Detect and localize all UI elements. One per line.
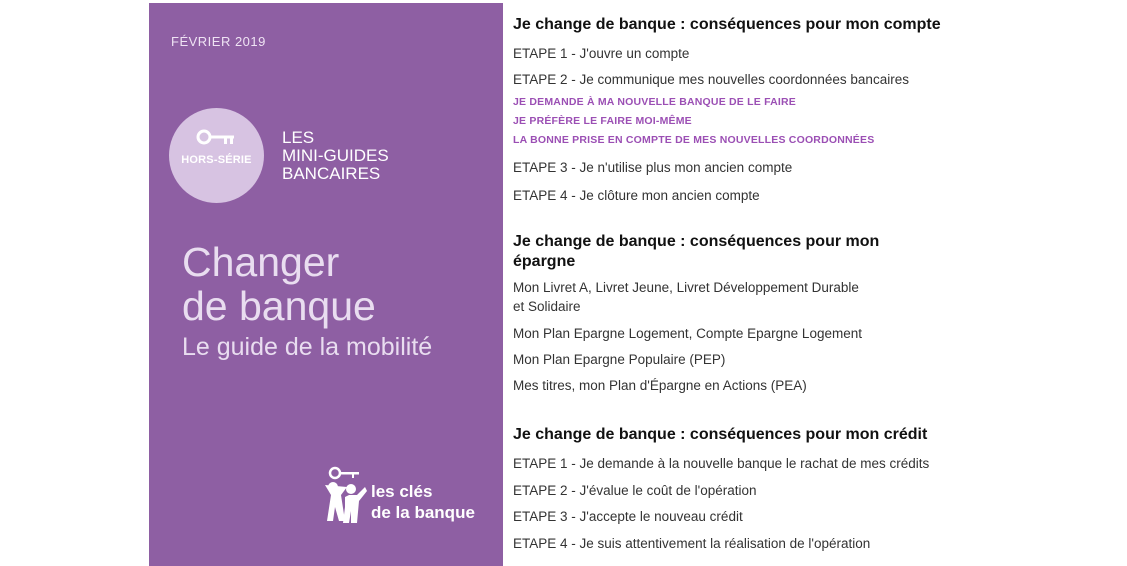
section-heading xyxy=(513,232,1113,272)
series-line: BANCAIRES xyxy=(282,164,381,183)
logo-wordmark xyxy=(371,481,475,523)
section-credit xyxy=(513,425,1113,551)
toc-subitem[interactable]: JE DEMANDE À MA NOUVELLE BANQUE DE LE FAIRE xyxy=(513,96,796,108)
section-heading: Je change de banque : conséquences pour mon compte xyxy=(513,16,941,33)
logo-line: les clés xyxy=(371,482,433,501)
title-line: de banque xyxy=(182,283,376,329)
toc-item[interactable]: ETAPE 3 - Je n'utilise plus mon ancien compte xyxy=(513,160,793,175)
toc-item[interactable]: Mes titres, mon Plan d'Épargne en Actions (PEA) xyxy=(513,378,807,393)
title-line: Changer xyxy=(182,239,340,285)
section-heading: Je change de banque : conséquences pour mon crédit xyxy=(513,426,928,443)
badge-label: HORS-SÉRIE xyxy=(181,154,252,166)
heading-line: épargne xyxy=(513,253,576,270)
series-title xyxy=(282,129,389,183)
toc-subitem[interactable]: LA BONNE PRISE EN COMPTE DE MES NOUVELLES COORDONNÉES xyxy=(513,134,875,146)
logo-line: de la banque xyxy=(371,503,475,522)
toc-item[interactable]: ETAPE 1 - Je demande à la nouvelle banque le rachat de mes crédits xyxy=(513,456,930,471)
toc-item[interactable]: ETAPE 3 - J'accepte le nouveau crédit xyxy=(513,509,743,524)
publisher-logo xyxy=(321,465,481,535)
section-epargne xyxy=(513,232,1113,393)
guide-cover xyxy=(149,3,503,566)
heading-line: Je change de banque : conséquences pour mon xyxy=(513,233,880,250)
toc-item[interactable]: ETAPE 2 - Je communique mes nouvelles coordonnées bancaires xyxy=(513,72,909,87)
toc-item[interactable]: ETAPE 4 - Je suis attentivement la réalisation de l'opération xyxy=(513,536,871,551)
series-line: MINI-GUIDES xyxy=(282,146,389,165)
toc-item[interactable]: ETAPE 4 - Je clôture mon ancien compte xyxy=(513,188,760,203)
toc-subitem[interactable]: JE PRÉFÈRE LE FAIRE MOI-MÊME xyxy=(513,115,692,127)
toc-item[interactable]: ETAPE 1 - J'ouvre un compte xyxy=(513,46,690,61)
cover-title xyxy=(182,240,376,328)
toc-item[interactable]: Mon Livret A, Livret Jeune, Livret Développement Durable xyxy=(513,280,859,295)
toc-item[interactable]: Mon Plan Epargne Logement, Compte Epargne Logement xyxy=(513,326,862,341)
key-icon xyxy=(196,128,236,146)
section-compte xyxy=(513,15,1113,203)
keys-people-logo-icon xyxy=(321,465,371,529)
toc-item[interactable]: Mon Plan Epargne Populaire (PEP) xyxy=(513,352,726,367)
toc-item[interactable]: et Solidaire xyxy=(513,299,581,314)
cover-date: FÉVRIER 2019 xyxy=(171,34,266,49)
series-line: LES xyxy=(282,128,315,147)
hors-serie-badge xyxy=(169,108,264,203)
toc-item[interactable]: ETAPE 2 - J'évalue le coût de l'opération xyxy=(513,483,757,498)
cover-subtitle: Le guide de la mobilité xyxy=(182,333,433,361)
